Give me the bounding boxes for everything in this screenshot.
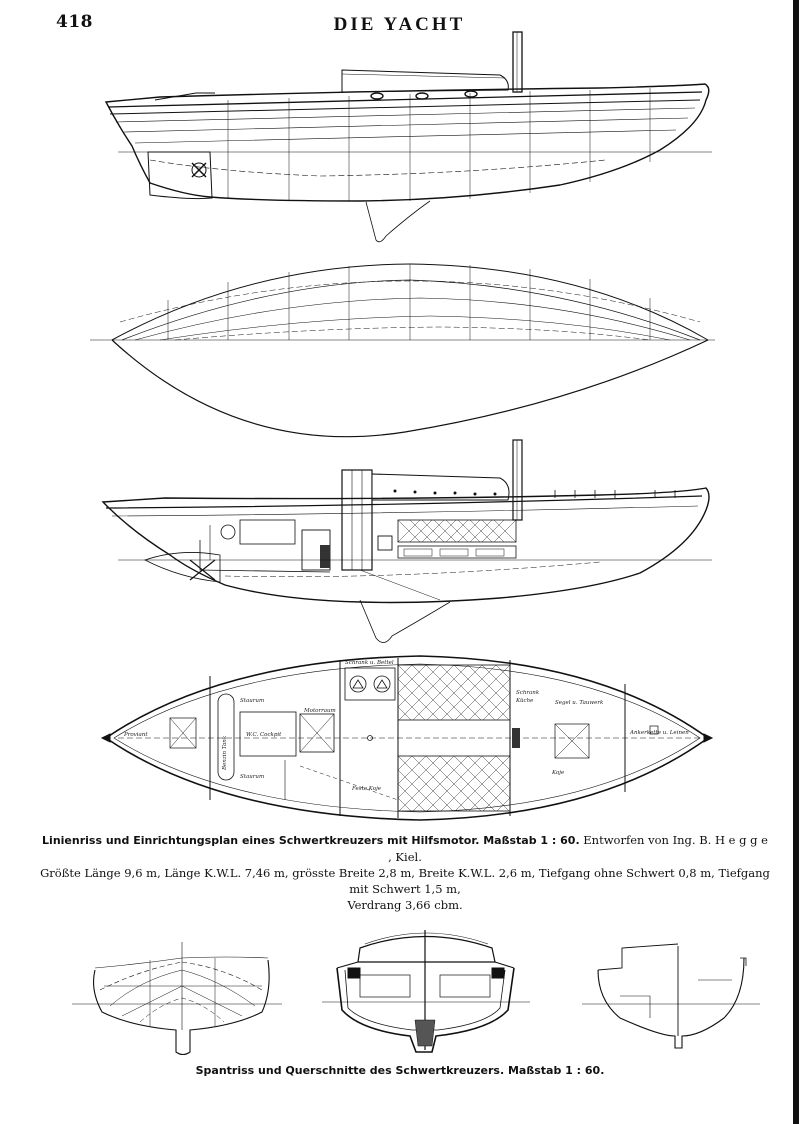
label-staurum-aft: Staurum <box>240 698 265 704</box>
page-number: 418 <box>56 12 93 32</box>
label-feste-koje: Feste Koje <box>352 786 382 792</box>
interior-profile <box>103 440 712 643</box>
label-anker-leinen: Ankerkette u. Leinen <box>630 730 689 736</box>
label-motorraum: Motorraum <box>304 708 336 714</box>
label-segel-tauwerk: Segel u. Tauwerk <box>555 700 604 706</box>
half-breadth-plan <box>90 264 715 437</box>
label-schrank-bett: Schrank u. Bettel <box>345 660 394 666</box>
caption-title: Linienriss und Einrichtungsplan eines Schwertkreuzers mit Hilfsmotor. Maßstab 1 : 60. <box>42 834 580 847</box>
label-koje: Koje <box>552 770 565 776</box>
journal-title: DIE YACHT <box>333 14 466 35</box>
label-proviant: Proviant <box>124 732 148 738</box>
body-plan-sections <box>72 930 760 1055</box>
caption-dimensions: Größte Länge 9,6 m, Länge K.W.L. 7,46 m, grösste Breite 2,8 m, Breite K.W.L. 2,6 m, Tiefgang ohne Schwert 0,8 m, Tiefgang mit Schwert 1,5 m, <box>40 866 770 896</box>
accommodation-plan <box>102 656 712 820</box>
label-wc-cockpit: W.C. Cockpit <box>246 732 282 738</box>
label-kuche: Küche <box>516 698 534 704</box>
profile-view <box>106 32 712 242</box>
caption-designer: Entworfen von Ing. B. H e g g e , Kiel. <box>388 833 768 864</box>
label-schrank: Schrank <box>516 690 540 696</box>
main-caption <box>40 832 770 913</box>
label-benzin-tank: Benzin Tank <box>222 735 228 770</box>
sections-caption: Spantriss und Querschnitte des Schwertkreuzers. Maßstab 1 : 60. <box>195 1064 605 1077</box>
label-staurum-lower: Staurum <box>240 774 265 780</box>
caption-displacement: Verdrang 3,66 cbm. <box>347 898 463 912</box>
